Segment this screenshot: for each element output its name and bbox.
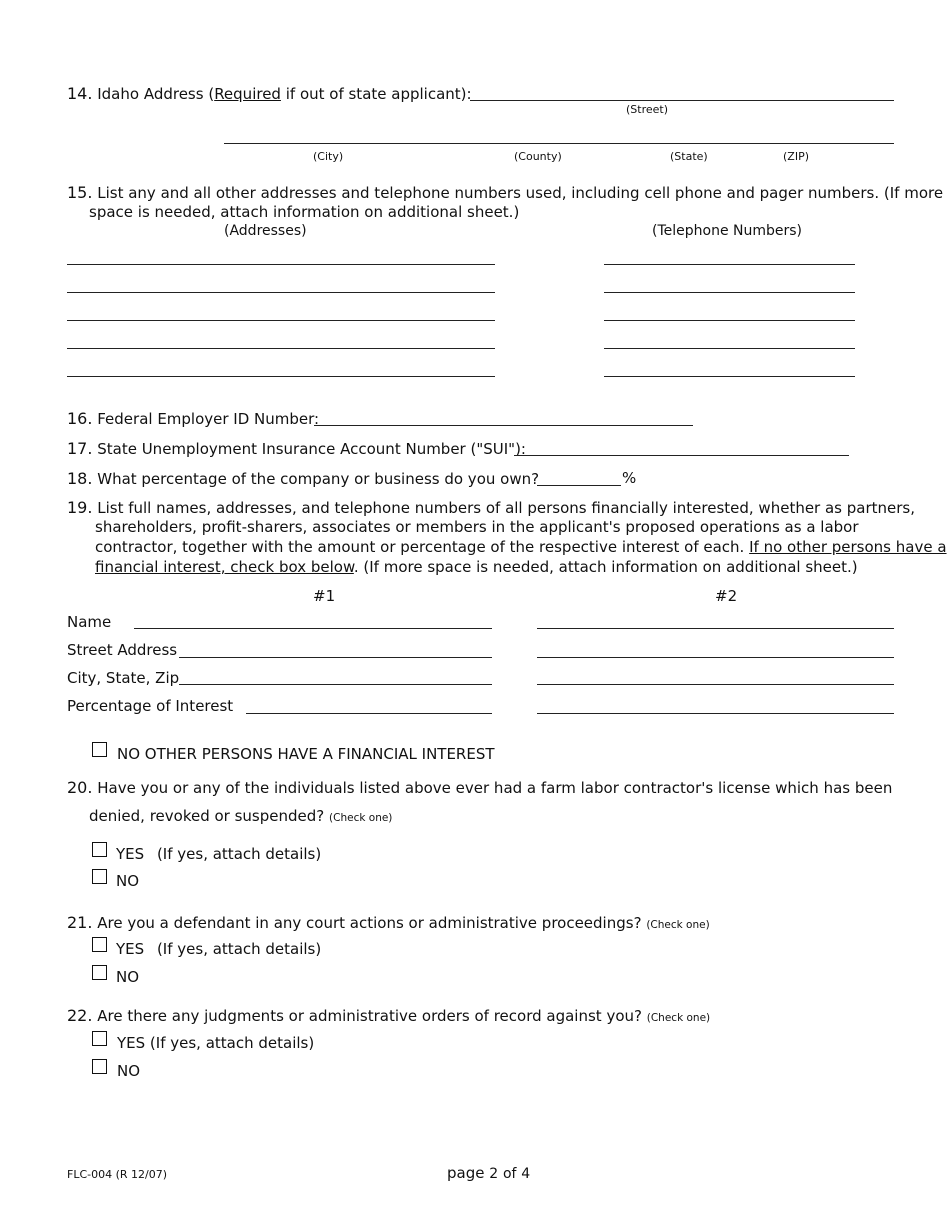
- q21-number: 21.: [67, 913, 93, 932]
- q19-name-field-1[interactable]: [134, 628, 492, 629]
- q22-yes-label: YES (If yes, attach details): [117, 1034, 315, 1052]
- q22-text: Are there any judgments or administrative orders of record against you?: [97, 1007, 642, 1025]
- q15-line1: [67, 183, 943, 202]
- q14-state-caption: (State): [670, 150, 708, 163]
- q20-yes-checkbox[interactable]: [92, 842, 107, 857]
- q21-yes-label: YES: [116, 940, 145, 958]
- q15-address-field[interactable]: [67, 376, 495, 377]
- q20-no-checkbox[interactable]: [92, 869, 107, 884]
- q19-no-other-checkbox[interactable]: [92, 742, 107, 757]
- q14-county-caption: (County): [514, 150, 562, 163]
- q18-label: [67, 469, 539, 488]
- q20-yes-label: YES: [116, 845, 145, 863]
- q19-name-field-2[interactable]: [537, 628, 894, 629]
- q15-phone-field[interactable]: [604, 292, 855, 293]
- q14-street-field[interactable]: [470, 100, 894, 101]
- q14-zip-caption: (ZIP): [783, 150, 809, 163]
- q22-number: 22.: [67, 1006, 93, 1025]
- q21-text: Are you a defendant in any court actions or administrative proceedings?: [97, 914, 642, 932]
- q20-yes-row: [116, 845, 321, 863]
- q22-line: [67, 1006, 710, 1025]
- q22-no-checkbox[interactable]: [92, 1059, 107, 1074]
- q16-label: [67, 409, 319, 428]
- footer-page-current: 2: [489, 1166, 499, 1182]
- q22-no-label: NO: [117, 1062, 141, 1080]
- q19-text-line2: shareholders, profit-sharers, associates or members in the applicant's proposed operations as a labor: [95, 518, 859, 536]
- footer-page-of: of: [502, 1166, 517, 1182]
- q20-line1: [67, 778, 892, 797]
- q17-label-text: State Unemployment Insurance Account Number ("SUI"):: [97, 440, 526, 458]
- q20-text-line1: Have you or any of the individuals listed above ever had a farm labor contractor's license which has been: [97, 779, 893, 797]
- q19-street-label: Street Address: [67, 641, 178, 659]
- q19-percent-field-1[interactable]: [246, 713, 492, 714]
- q19-line3: [95, 538, 947, 556]
- q17-label: [67, 439, 526, 458]
- q21-yes-row: [116, 940, 321, 958]
- q18-label-text: What percentage of the company or business do you own?: [97, 470, 540, 488]
- q19-line4: [95, 558, 858, 576]
- q18-percent-field[interactable]: [537, 485, 621, 486]
- q15-phones-header: (Telephone Numbers): [652, 223, 803, 239]
- q15-address-field[interactable]: [67, 320, 495, 321]
- q15-phone-field[interactable]: [604, 264, 855, 265]
- q19-name-label: Name: [67, 613, 112, 631]
- q20-line2: [89, 807, 392, 825]
- q14-label-pre: Idaho Address (: [97, 85, 215, 103]
- q19-percent-label: Percentage of Interest: [67, 697, 234, 715]
- q21-line: [67, 913, 710, 932]
- q15-address-field[interactable]: [67, 292, 495, 293]
- q21-yes-note: (If yes, attach details): [156, 940, 322, 958]
- q17-number: 17.: [67, 439, 93, 458]
- q15-text-line2: space is needed, attach information on additional sheet.): [89, 203, 520, 221]
- q20-number: 20.: [67, 778, 93, 797]
- q14-number: 14.: [67, 84, 93, 103]
- q15-text-line1: List any and all other addresses and telephone numbers used, including cell phone and pager numbers. (If more: [97, 184, 944, 202]
- q14-label: [67, 84, 472, 103]
- q22-yes-checkbox[interactable]: [92, 1031, 107, 1046]
- q19-street-field-2[interactable]: [537, 657, 894, 658]
- q14-label-post: if out of state applicant):: [280, 85, 472, 103]
- q16-fein-field[interactable]: [314, 425, 693, 426]
- footer-page-number: [447, 1164, 530, 1182]
- q15-address-field[interactable]: [67, 264, 495, 265]
- q19-line1: [67, 498, 915, 517]
- q19-percent-field-2[interactable]: [537, 713, 894, 714]
- q19-col2-header: #2: [715, 587, 738, 605]
- q20-yes-note: (If yes, attach details): [156, 845, 322, 863]
- q19-text-line1: List full names, addresses, and telephone numbers of all persons financially interested, whether as partners,: [97, 499, 916, 517]
- q15-addresses-header: (Addresses): [224, 223, 307, 239]
- q14-city-caption: (City): [313, 150, 344, 163]
- q20-hint: (Check one): [329, 812, 393, 824]
- q19-city-field-1[interactable]: [179, 684, 492, 685]
- q22-hint: (Check one): [646, 1012, 711, 1024]
- q14-city-county-state-zip-field[interactable]: [224, 143, 894, 144]
- q14-required: Required: [214, 85, 281, 103]
- q20-no-label: NO: [116, 872, 140, 890]
- q19-col1-header: #1: [313, 587, 336, 605]
- q21-no-label: NO: [116, 968, 140, 986]
- footer-page-word: page: [447, 1164, 485, 1182]
- q19-text-line3-underlined: If no other persons have a: [749, 538, 947, 556]
- q15-phone-field[interactable]: [604, 376, 855, 377]
- footer-form-code: FLC-004 (R 12/07): [67, 1168, 168, 1181]
- q19-no-other-label: NO OTHER PERSONS HAVE A FINANCIAL INTEREST: [117, 745, 495, 763]
- q19-number: 19.: [67, 498, 93, 517]
- q21-yes-checkbox[interactable]: [92, 937, 107, 952]
- q21-hint: (Check one): [646, 919, 710, 931]
- q15-phone-field[interactable]: [604, 348, 855, 349]
- q14-street-caption: (Street): [626, 103, 669, 116]
- q19-city-field-2[interactable]: [537, 684, 894, 685]
- footer-page-total: 4: [521, 1166, 531, 1182]
- q19-text-line4: . (If more space is needed, attach information on additional sheet.): [353, 558, 858, 576]
- q19-city-label: City, State, Zip: [67, 669, 180, 687]
- q16-label-text: Federal Employer ID Number:: [97, 410, 320, 428]
- q15-number: 15.: [67, 183, 93, 202]
- q17-sui-field[interactable]: [514, 455, 849, 456]
- q19-text-line3: contractor, together with the amount or percentage of the respective interest of each.: [95, 538, 750, 556]
- q21-no-checkbox[interactable]: [92, 965, 107, 980]
- q15-address-field[interactable]: [67, 348, 495, 349]
- q18-number: 18.: [67, 469, 93, 488]
- q19-text-line4-underlined: financial interest, check box below: [95, 558, 354, 576]
- q20-text-line2: denied, revoked or suspended?: [89, 807, 325, 825]
- q16-number: 16.: [67, 409, 93, 428]
- q15-phone-field[interactable]: [604, 320, 855, 321]
- q18-percent-sign: %: [622, 469, 637, 487]
- q19-street-field-1[interactable]: [179, 657, 492, 658]
